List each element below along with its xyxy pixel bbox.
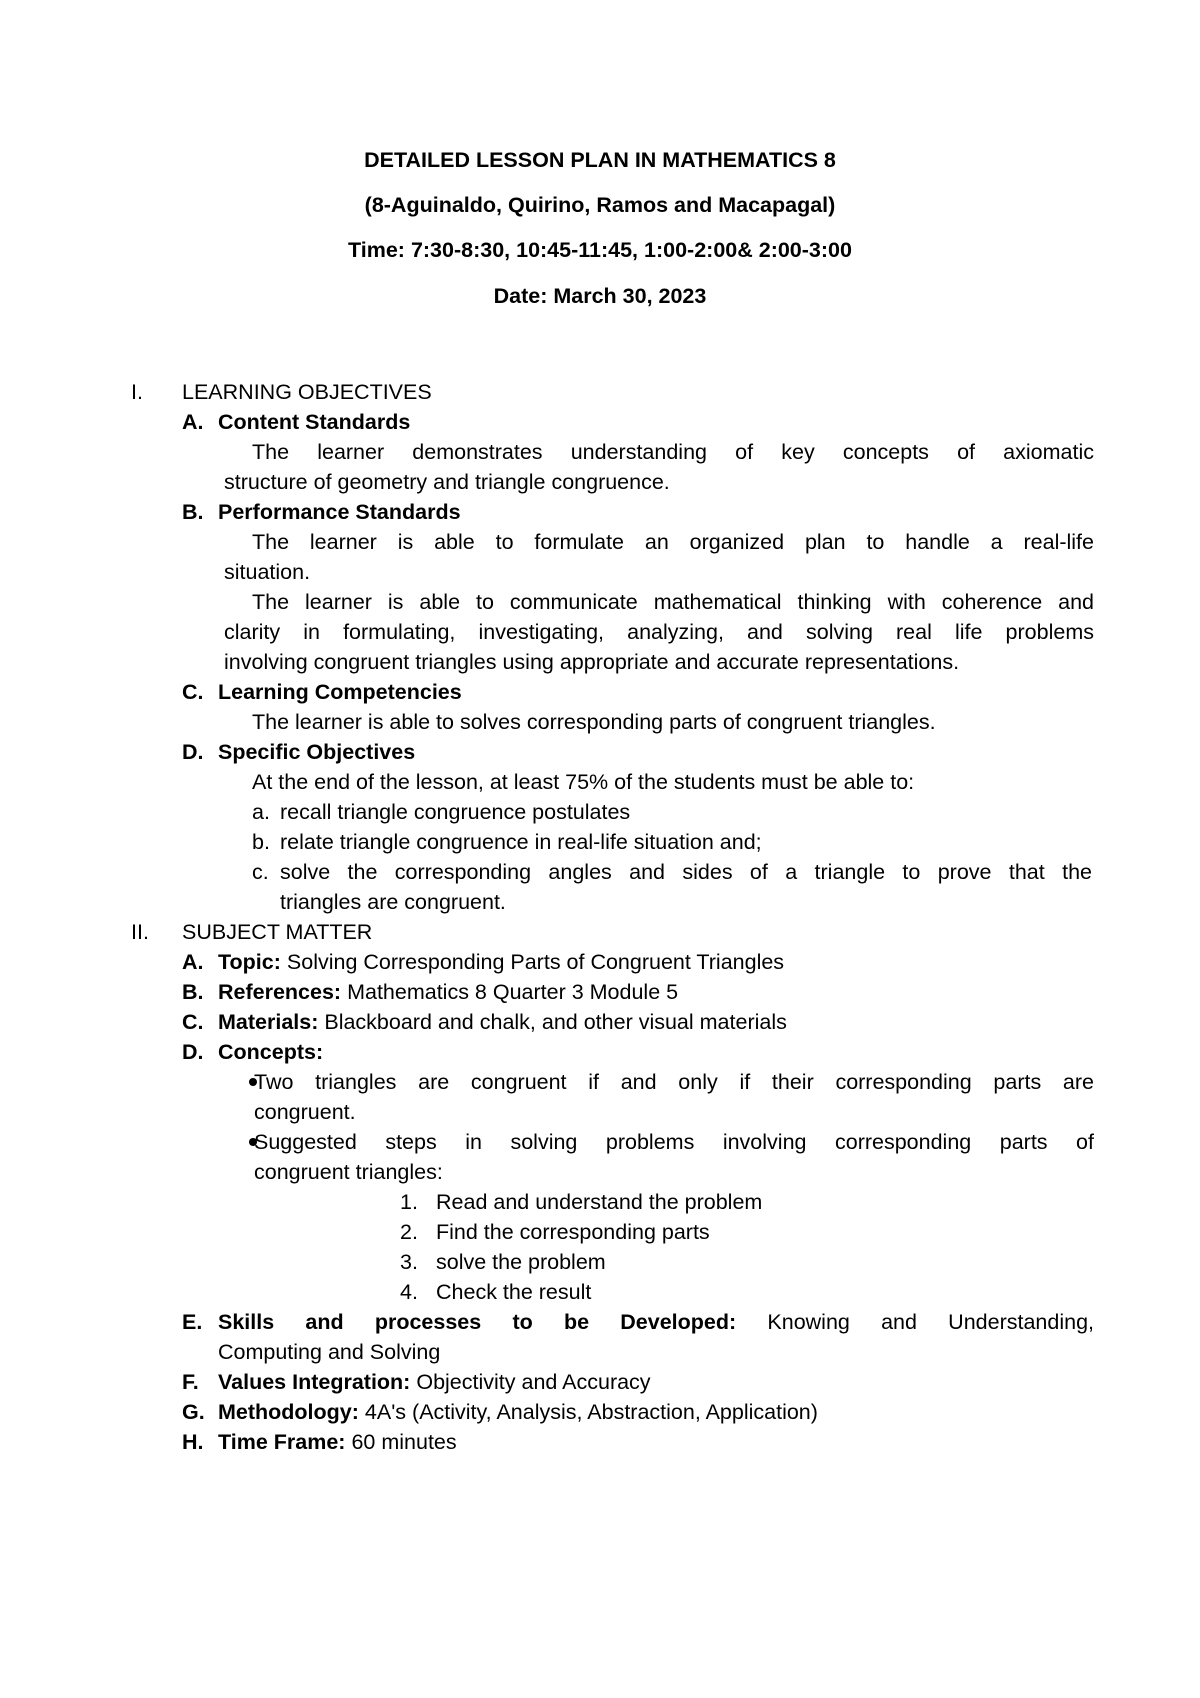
section-numeral: II.: [131, 920, 149, 944]
item-value: Mathematics 8 Quarter 3 Module 5: [347, 980, 679, 1004]
list-item: relate triangle congruence in real-life situation and;: [280, 830, 762, 854]
item-value: 4A's (Activity, Analysis, Abstraction, Application): [364, 1400, 818, 1424]
item-line: [218, 1430, 457, 1454]
item-line: [218, 1310, 1094, 1334]
item-label: Specific Objectives: [218, 740, 416, 764]
body-line: clarity in formulating, investigating, analyzing, and solving real life problems: [224, 620, 1094, 644]
item-value: Blackboard and chalk, and other visual materials: [324, 1010, 787, 1034]
item-letter: H.: [182, 1430, 204, 1454]
step-text: Read and understand the problem: [436, 1190, 763, 1214]
item-value: 60 minutes: [351, 1430, 457, 1454]
body-line: The learner is able to solves corresponding parts of congruent triangles.: [252, 710, 936, 734]
item-value: Knowing and Understanding,: [767, 1310, 1094, 1334]
item-letter: G.: [182, 1400, 205, 1424]
class-sections: (8-Aguinaldo, Quirino, Ramos and Macapagal): [364, 193, 836, 217]
list-item: solve the corresponding angles and sides of a triangle to prove that the: [280, 860, 1092, 884]
step-text: Find the corresponding parts: [436, 1220, 710, 1244]
step-text: Check the result: [436, 1280, 592, 1304]
lesson-date: Date: March 30, 2023: [493, 284, 707, 308]
document-title: DETAILED LESSON PLAN IN MATHEMATICS 8: [364, 148, 836, 172]
section-heading: LEARNING OBJECTIVES: [182, 380, 432, 404]
list-marker: b.: [252, 830, 270, 854]
item-letter: A.: [182, 950, 204, 974]
step-number: 2.: [400, 1220, 418, 1244]
step-number: 1.: [400, 1190, 418, 1214]
section-numeral: I.: [131, 380, 143, 404]
list-marker: a.: [252, 800, 270, 824]
item-letter: E.: [182, 1310, 203, 1334]
item-label: Values Integration:: [218, 1370, 411, 1394]
item-letter: B.: [182, 980, 204, 1004]
item-line: [218, 1010, 787, 1034]
item-line: [218, 1370, 651, 1394]
list-item: recall triangle congruence postulates: [280, 800, 631, 824]
item-label: Materials:: [218, 1010, 319, 1034]
body-line: congruent triangles:: [254, 1160, 443, 1184]
step-number: 3.: [400, 1250, 418, 1274]
step-text: solve the problem: [436, 1250, 606, 1274]
item-line: [218, 950, 784, 974]
list-marker: c.: [252, 860, 269, 884]
item-label: Time Frame:: [218, 1430, 346, 1454]
item-label: Learning Competencies: [218, 680, 462, 704]
body-line: The learner is able to communicate mathematical thinking with coherence and: [252, 590, 1094, 614]
item-label: Methodology:: [218, 1400, 359, 1424]
item-line: [218, 1400, 818, 1424]
item-label: Content Standards: [218, 410, 411, 434]
item-label: Skills and processes to be Developed:: [218, 1310, 737, 1334]
item-label: Concepts:: [218, 1040, 324, 1064]
item-letter: A.: [182, 410, 204, 434]
item-value: Objectivity and Accuracy: [416, 1370, 651, 1394]
body-line: situation.: [224, 560, 311, 584]
class-time: Time: 7:30-8:30, 10:45-11:45, 1:00-2:00& 2:00-3:00: [348, 238, 852, 262]
item-letter: C.: [182, 680, 204, 704]
item-line: [218, 980, 678, 1004]
item-letter: F.: [182, 1370, 199, 1394]
item-letter: D.: [182, 1040, 204, 1064]
body-line: involving congruent triangles using appropriate and accurate representations.: [224, 650, 960, 674]
body-line: congruent.: [254, 1100, 356, 1124]
item-letter: C.: [182, 1010, 204, 1034]
body-line: structure of geometry and triangle congruence.: [224, 470, 670, 494]
item-value-continuation: Computing and Solving: [218, 1340, 441, 1364]
item-value: Solving Corresponding Parts of Congruent Triangles: [286, 950, 785, 974]
item-label: References:: [218, 980, 342, 1004]
body-line: The learner demonstrates understanding of key concepts of axiomatic: [252, 440, 1094, 464]
item-letter: B.: [182, 500, 204, 524]
step-number: 4.: [400, 1280, 418, 1304]
body-line: The learner is able to formulate an organized plan to handle a real-life: [252, 530, 1094, 554]
item-label: Topic:: [218, 950, 281, 974]
item-label: Performance Standards: [218, 500, 461, 524]
body-line: Two triangles are congruent if and only if their corresponding parts are: [254, 1070, 1094, 1094]
item-letter: D.: [182, 740, 204, 764]
body-line: Suggested steps in solving problems involving corresponding parts of: [254, 1130, 1094, 1154]
body-line: At the end of the lesson, at least 75% of the students must be able to:: [252, 770, 915, 794]
list-item-continuation: triangles are congruent.: [280, 890, 506, 914]
section-heading: SUBJECT MATTER: [182, 920, 373, 944]
